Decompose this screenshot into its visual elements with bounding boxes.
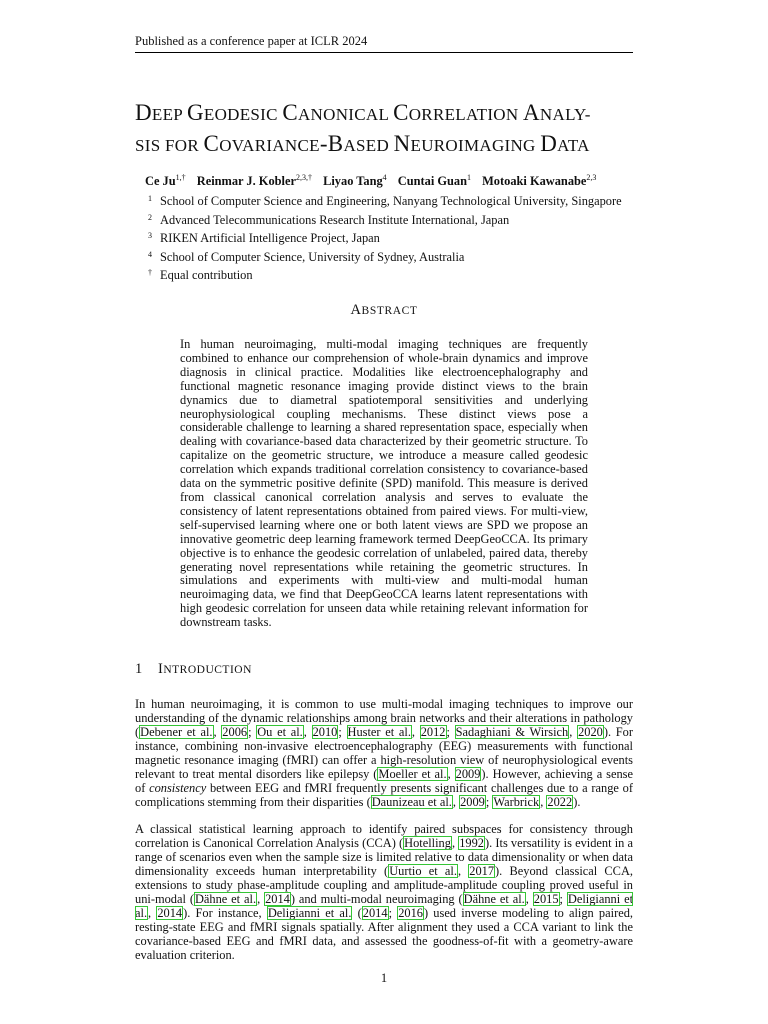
citation-link[interactable]: 2017 — [469, 864, 495, 878]
running-header: Published as a conference paper at ICLR 2024 — [135, 34, 633, 53]
citation-link[interactable]: 2022 — [547, 795, 573, 809]
author: Liyao Tang$^4$ — [323, 173, 387, 188]
section-heading-introduction: 1 INTRODUCTION — [135, 661, 252, 677]
title-line-1: DEEP GEODESIC CANONICAL CORRELATION ANALY- — [135, 100, 591, 125]
affiliation: 2 Advanced Telecommunications Research Institute International, Japan — [148, 212, 510, 227]
affiliation: 4 School of Computer Science, University of Sydney, Australia — [148, 249, 465, 264]
citation-link[interactable]: 2014 — [157, 906, 183, 920]
citation-link[interactable]: 2009 — [455, 767, 481, 781]
citation-link[interactable]: 2020 — [578, 725, 603, 739]
intro-paragraph-2: A classical statistical learning approach to identify paired subspaces for consistency through correlation is Canonical Correlation Analysis (CCA) (Hotelling, 1992). Its versatility is evident in a range of scenarios even when the sample size is limited relative to data dimensionality or when data dimensionality exceeds human interpretability (Uurtio et al., 2017). Beyond classical CCA, extensions to study phase-amplitude coupling and amplitude-amplitude coupling proved useful in uni-modal (Dähne et al., 2014) and multi-modal neuroimaging (Dähne et al., 2015; Deligianni et al., 2014). For instance, Deligianni et al. (2014; 2016) used inverse modeling to align paired, resting-state EEG and fMRI signals spatially. After alignment they used a CCA variant to link the covariance-based EEG and fMRI data, and assessed the goodness-of-fit with a geometry-aware evaluation criterion. — [135, 822, 634, 962]
citation-link[interactable]: Daunizeau et al. — [371, 795, 452, 809]
author: Cuntai Guan$^1$ — [397, 173, 471, 188]
abstract-heading: ABSTRACT — [350, 302, 418, 318]
citation-link[interactable]: 1992 — [459, 836, 484, 850]
author: Motoaki Kawanabe$^{2,3}$ — [482, 173, 597, 188]
citation-link[interactable]: Ou et al. — [257, 725, 303, 739]
citation-link[interactable]: 2015 — [533, 892, 559, 906]
citation-link[interactable]: Uurtio et al. — [389, 864, 457, 878]
citation-link[interactable]: Debener et al. — [140, 725, 213, 739]
citation-link[interactable]: Dähne et al. — [463, 892, 525, 906]
author: Reinmar J. Kobler$^{2,3,\dagger}$ — [196, 173, 312, 188]
emphasis: consistency — [149, 781, 207, 795]
title-line-2: SIS FOR COVARIANCE-BASED NEUROIMAGING DATA — [135, 131, 590, 156]
affiliation: 1 School of Computer Science and Engineering, Nanyang Technological University, Singapore — [148, 194, 622, 208]
citation-link[interactable]: 2012 — [420, 725, 446, 739]
citation-link[interactable]: Sadaghiani & Wirsich — [455, 725, 569, 739]
author-list — [145, 174, 645, 189]
citation-link[interactable]: 2014 — [362, 906, 388, 920]
citation-link[interactable]: 2006 — [222, 725, 248, 739]
citation-link[interactable]: Moeller et al. — [378, 767, 447, 781]
paper-title — [135, 98, 655, 160]
citation-link[interactable]: Warbrick — [493, 795, 540, 809]
citation-link[interactable]: 2016 — [398, 906, 423, 920]
citation-link[interactable]: 2014 — [265, 892, 290, 906]
abstract-body: In human neuroimaging, multi-modal imaging techniques are frequently combined to enhance our comprehension of whole-brain dynamics and improve diagnosis in clinical practice. Modalities like electroencephalography and functional magnetic resonance imaging provide distinct views to the brain dynamics due to diametral spatiotemporal sensitivities and underlying neurophysiological coupling mechanisms. These distinct views pose a considerable challenge to learning a shared representation space, especially when dealing with covariance-based data characterized by their geometric structure. To capitalize on the geometric structure, we introduce a measure called geodesic correlation which expands traditional correlation consistency to covariance-based data on the symmetric positive definite (SPD) manifold. This measure is derived from classical canonical correlation analysis and serves to evaluate the consistency of latent representations obtained from paired views. For multi-view, self-supervised learning where one or both latent views are SPD we propose an innovative geometric deep learning framework termed DeepGeoCCA. Its primary objective is to enhance the geodesic correlation of unlabeled, paired data, thereby generating novel representations while retaining the geometric structures. In simulations and experiments with multi-view and multi-modal human neuroimaging data, we find that DeepGeoCCA learns latent representations with high geodesic correlation for unseen data while retaining relevant information for downstream tasks. — [180, 337, 588, 630]
affiliation-list — [148, 191, 648, 284]
affiliation: † Equal contribution — [148, 268, 253, 282]
citation-link[interactable]: Deligianni et al. — [135, 892, 634, 920]
page-number: 1 — [380, 971, 388, 985]
citation-link[interactable]: 2010 — [312, 725, 338, 739]
citation-link[interactable]: Deligianni et al. — [267, 906, 352, 920]
citation-link[interactable]: Huster et al. — [347, 725, 411, 739]
affiliation: 3 RIKEN Artificial Intelligence Project, Japan — [148, 231, 380, 245]
citation-link[interactable]: Dähne et al. — [194, 892, 257, 906]
citation-link[interactable]: Hotelling — [404, 836, 451, 850]
author: Ce $Ju^{1,\dagger}$ — [145, 173, 186, 188]
intro-paragraph-1: In human neuroimaging, it is common to use multi-modal imaging techniques to improve our understanding of the dynamic relationships among brain networks and their alterations in pathology (Debener et al., 2006; Ou et al., 2010; Huster et al., 2012; Sadaghiani & Wirsich, 2020). For instance, combining non-invasive electroencephalography (EEG) measurements with functional magnetic resonance imaging (fMRI) can offer a high-resolution view of neurophysiological events relevant to treat mental disorders like epilepsy (Moeller et al., 2009). However, achieving a sense of consistency between EEG and fMRI frequently presents significant challenges due to a range of complications stemming from their disparities (Daunizeau et al., 2009; Warbrick, 2022). — [135, 697, 633, 809]
citation-link[interactable]: 2009 — [460, 795, 485, 809]
